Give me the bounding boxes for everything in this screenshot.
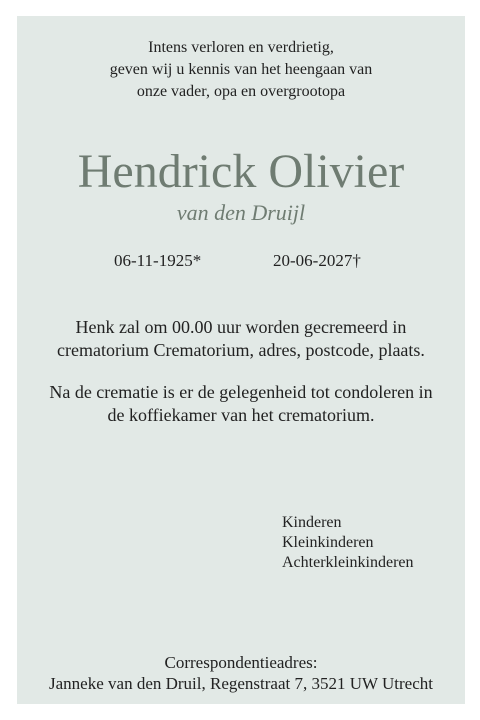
death-date: 20-06-2027† bbox=[273, 251, 361, 270]
family-item: Kleinkinderen bbox=[282, 534, 374, 551]
family-list bbox=[282, 513, 414, 573]
family-item: Kinderen bbox=[282, 514, 342, 531]
deceased-name: Hendrick Olivier bbox=[77, 145, 405, 198]
deceased-surname: van den Druijl bbox=[176, 200, 306, 225]
intro-line-2: geven wij u kennis van het heengaan van bbox=[109, 61, 373, 78]
intro-line-1: Intens verloren en verdrietig, bbox=[148, 39, 334, 56]
intro-line-3: onze vader, opa en overgrootopa bbox=[136, 83, 346, 100]
correspondence-address-line: Janneke van den Druil, Regenstraat 7, 3521 UW Utrecht bbox=[49, 674, 433, 693]
family-item: Achterkleinkinderen bbox=[282, 554, 414, 571]
condolence-paragraph bbox=[17, 381, 465, 427]
cremation-line-2: crematorium Crematorium, adres, postcode, plaats. bbox=[57, 340, 425, 360]
condolence-line-2: de koffiekamer van het crematorium. bbox=[107, 405, 375, 425]
correspondence-label: Correspondentieadres: bbox=[164, 653, 318, 672]
correspondence-address bbox=[17, 652, 465, 694]
condolence-line-1: Na de crematie is er de gelegenheid tot condoleren in bbox=[49, 382, 433, 402]
birth-date: 06-11-1925* bbox=[114, 251, 202, 270]
intro-text bbox=[17, 37, 465, 103]
announcement-card bbox=[17, 16, 465, 704]
cremation-line-1: Henk zal om 00.00 uur worden gecremeerd in bbox=[75, 317, 407, 337]
cremation-paragraph bbox=[17, 316, 465, 362]
